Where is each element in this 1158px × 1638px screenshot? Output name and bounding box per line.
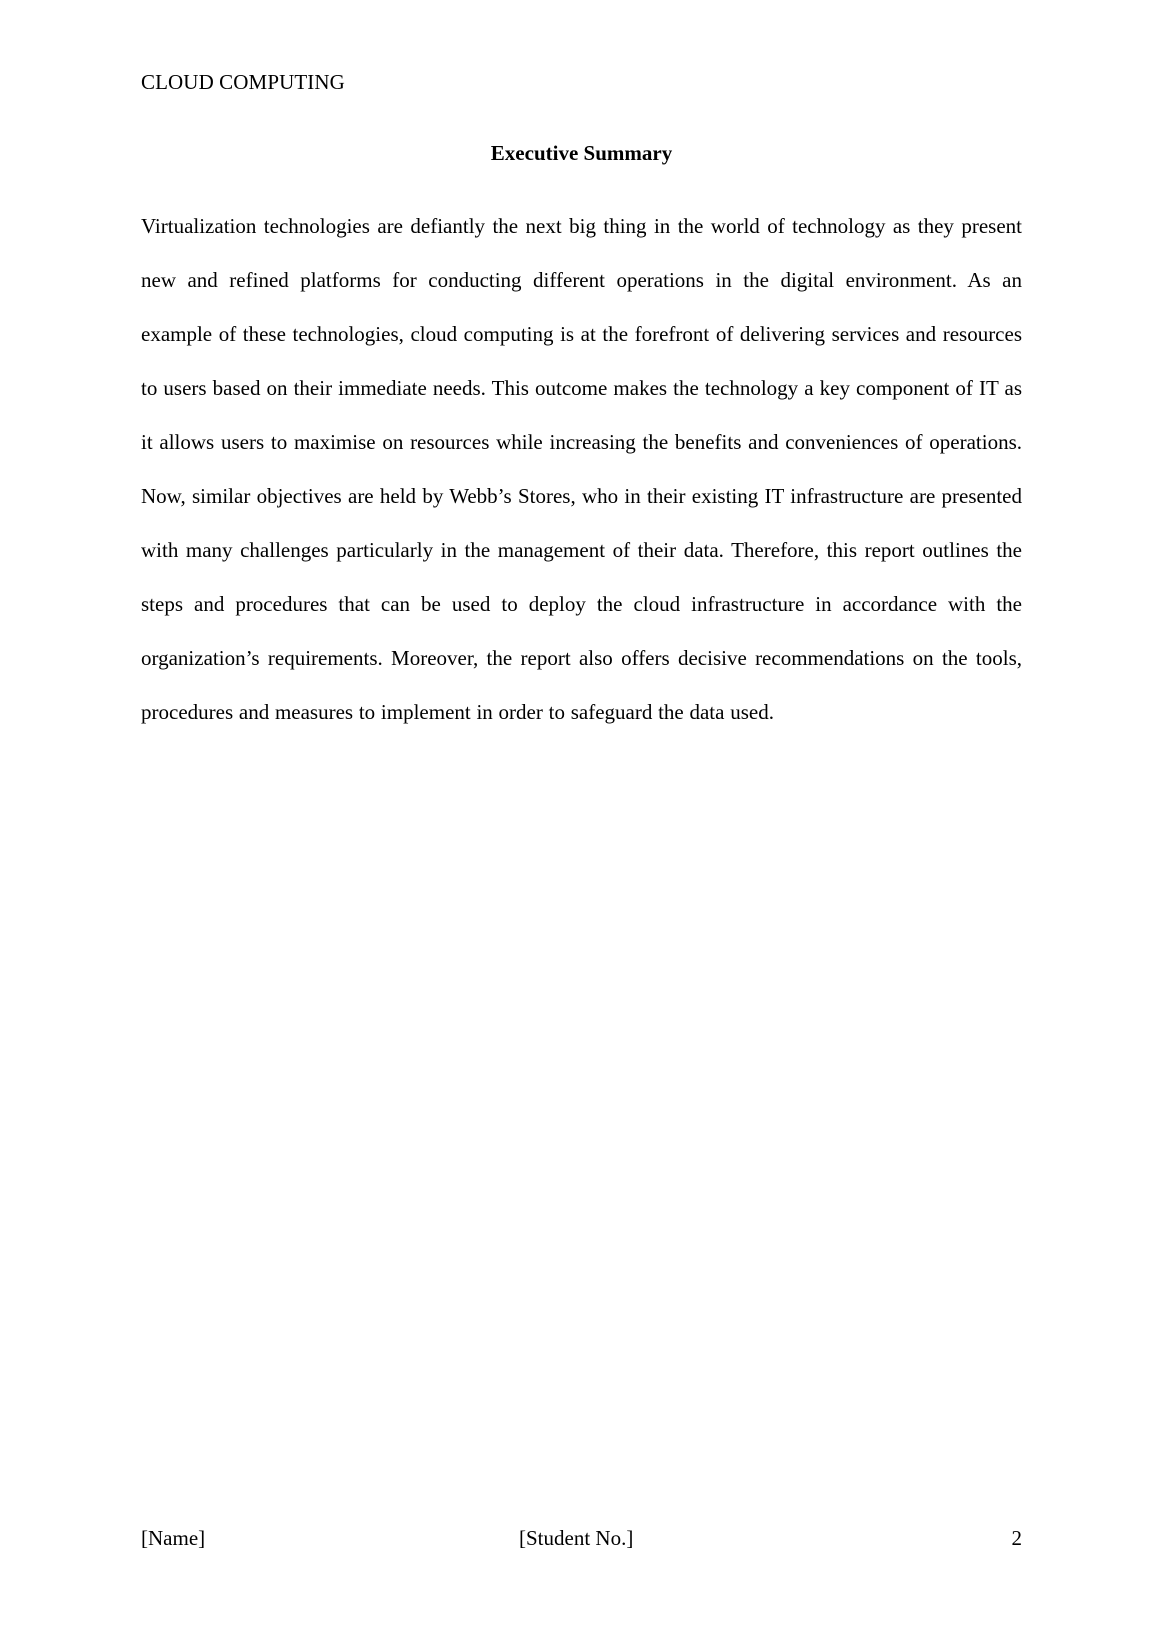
page-number: 2: [1011, 1526, 1022, 1550]
footer-name: [Name]: [141, 1526, 206, 1550]
footer-student-number: [Student No.]: [519, 1526, 634, 1550]
running-head: CLOUD COMPUTING: [141, 70, 345, 94]
page-footer: [141, 1526, 1022, 1552]
body-paragraph: Virtualization technologies are defiantly the next big thing in the world of technology as they present new and refined platforms for conducting different operations in the digital environment. As an example of these technologies, cloud computing is at the forefront of delivering services and resources to users based on their immediate needs. This outcome makes the technology a key component of IT as it allows users to maximise on resources while increasing the benefits and conveniences of operations. Now, similar objectives are held by Webb’s Stores, who in their existing IT infrastructure are presented with many challenges particularly in the management of their data. Therefore, this report outlines the steps and procedures that can be used to deploy the cloud infrastructure in accordance with the organization’s requirements. Moreover, the report also offers decisive recommendations on the tools, procedures and measures to implement in order to safeguard the data used.: [141, 214, 1022, 724]
section-title: Executive Summary: [490, 141, 673, 165]
